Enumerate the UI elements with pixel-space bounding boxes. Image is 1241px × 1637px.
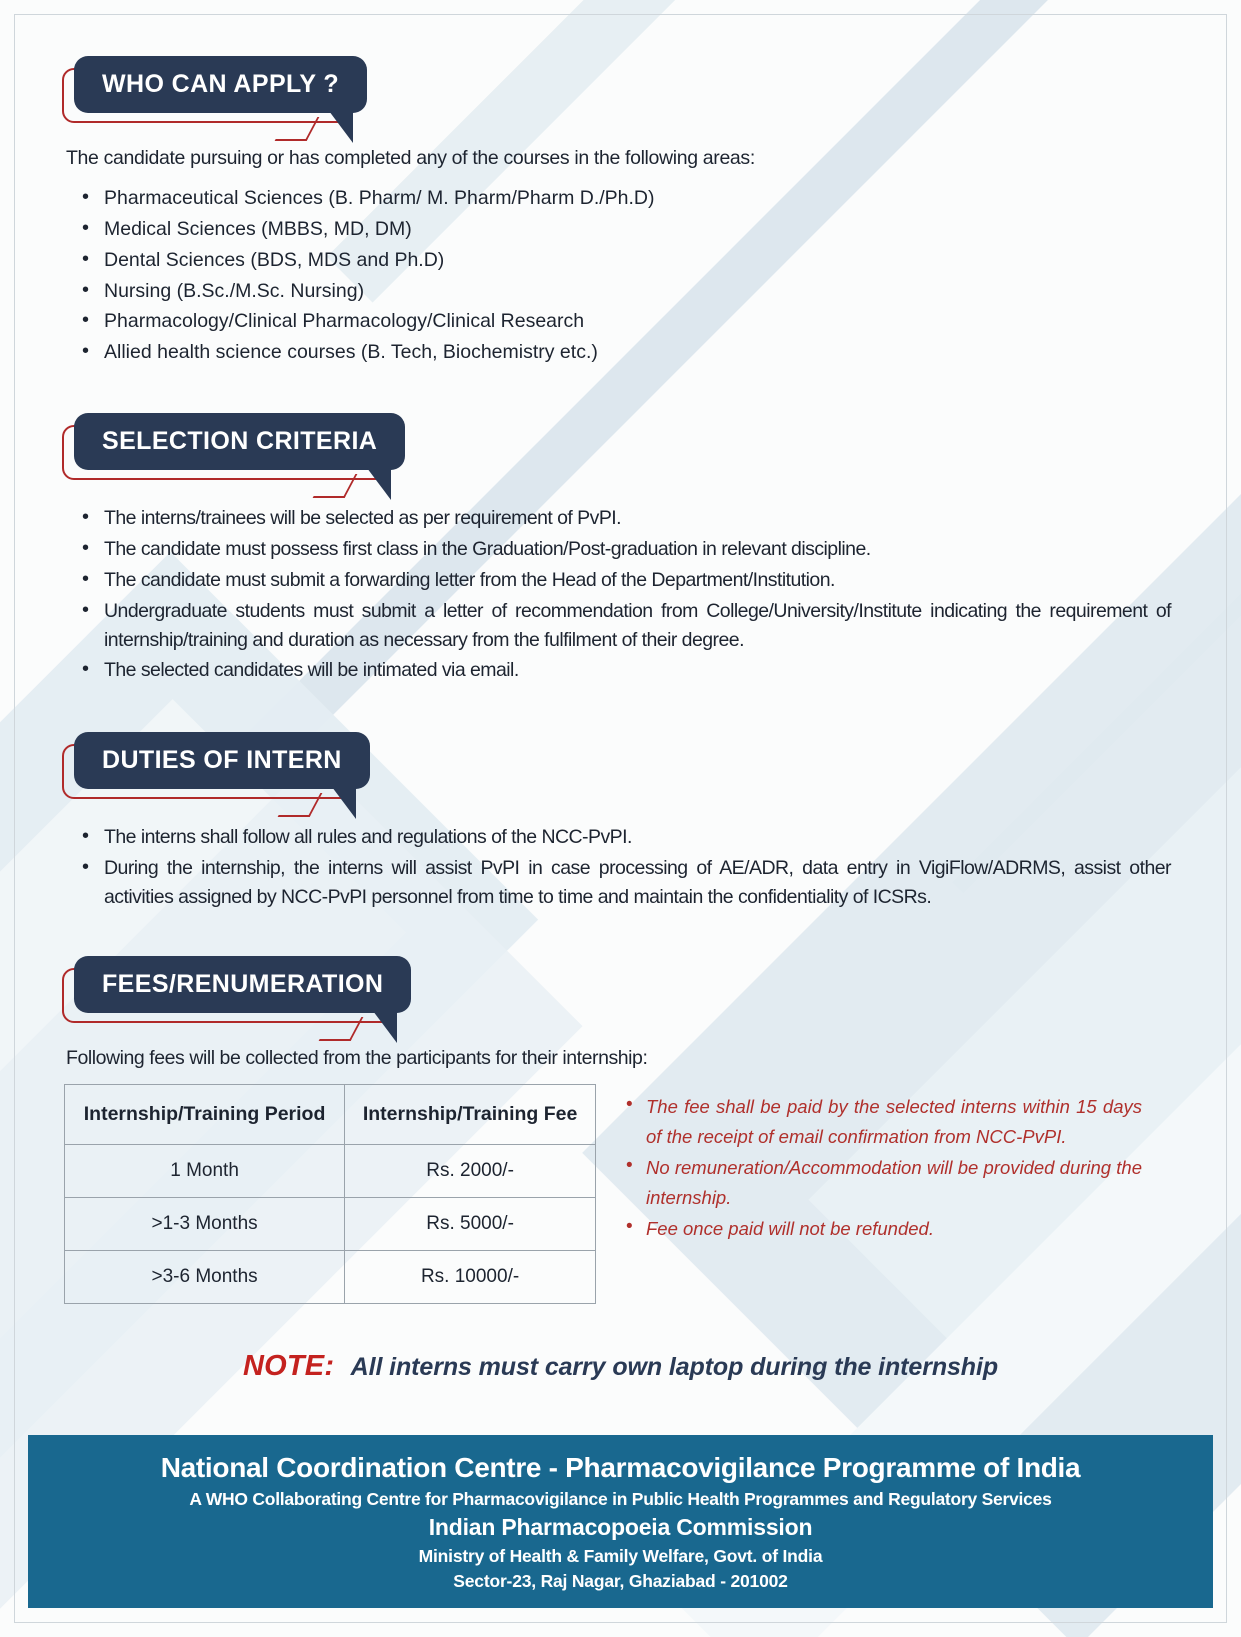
fees-notes-list	[622, 1092, 1142, 1245]
fees-table-body	[65, 1144, 596, 1303]
cell-fee: Rs. 10000/-	[345, 1250, 596, 1303]
list-item: • Allied health science courses (B. Tech, Biochemistry etc.)	[78, 338, 1177, 367]
fees-lead-text: Following fees will be collected from the participants for their internship:	[66, 1046, 648, 1069]
heading-who-label: WHO CAN APPLY ?	[74, 56, 367, 113]
footer-line-commission: Indian Pharmacopoeia Commission	[428, 1514, 813, 1541]
heading-bubble-fees	[74, 956, 411, 1013]
cell-fee: Rs. 2000/-	[345, 1144, 596, 1197]
list-item: • The selected candidates will be intimated via email.	[78, 656, 1177, 685]
footer-line-organisation: National Coordination Centre - Pharmacovigilance Programme of India	[160, 1452, 1081, 1484]
list-item: • During the internship, the interns will assist PvPI in case processing of AE/ADR, data entry in VigiFlow/ADRMS, assist other activities assigned by NCC-PvPI personnel from time to time and maintain the confidentiality of ICSRs.	[78, 854, 1177, 912]
duties-list	[64, 823, 1177, 912]
heading-bubble-selection	[74, 413, 405, 470]
heading-fees-label: FEES/RENUMERATION	[74, 956, 411, 1013]
note-line	[64, 1350, 1177, 1383]
heading-bubble-who	[74, 56, 367, 113]
table-row	[65, 1250, 596, 1303]
cell-fee: Rs. 5000/-	[345, 1197, 596, 1250]
heading-bubble-duties	[74, 732, 370, 789]
fees-table-head	[65, 1084, 596, 1144]
who-can-apply-list	[64, 184, 1177, 367]
cell-period: >3-6 Months	[65, 1250, 345, 1303]
list-item: • Medical Sciences (MBBS, MD, DM)	[78, 215, 1177, 244]
table-header-row	[65, 1084, 596, 1144]
column-header-period: Internship/Training Period	[65, 1084, 345, 1144]
who-intro-text: The candidate pursuing or has completed any of the courses in the following areas:	[66, 147, 755, 169]
section-selection-criteria	[64, 369, 1177, 685]
cell-period: 1 Month	[65, 1144, 345, 1197]
selection-criteria-list	[64, 504, 1177, 685]
list-item: • Fee once paid will not be refunded.	[622, 1214, 1142, 1244]
list-item: • No remuneration/Accommodation will be provided during the internship.	[622, 1153, 1142, 1213]
footer-line-ministry: Ministry of Health & Family Welfare, Govt. of India	[418, 1546, 823, 1566]
fees-row	[64, 1084, 1177, 1304]
list-item: • Pharmaceutical Sciences (B. Pharm/ M. Pharm/Pharm D./Ph.D)	[78, 184, 1177, 213]
section-who-can-apply	[64, 0, 1177, 367]
list-item: • Undergraduate students must submit a letter of recommendation from College/University/Institute indicating the requirement of internship/training and duration as necessary from the fulfilment of their degree.	[78, 597, 1177, 655]
table-row	[65, 1197, 596, 1250]
cell-period: >1-3 Months	[65, 1197, 345, 1250]
fees-table	[64, 1084, 596, 1304]
list-item: • The interns shall follow all rules and regulations of the NCC-PvPI.	[78, 823, 1177, 852]
note-text: All interns must carry own laptop during the internship	[350, 1352, 998, 1381]
list-item: • The fee shall be paid by the selected interns within 15 days of the receipt of email confirmation from NCC-PvPI.	[622, 1092, 1142, 1152]
footer-line-address: Sector-23, Raj Nagar, Ghaziabad - 201002	[453, 1571, 788, 1591]
list-item: • Pharmacology/Clinical Pharmacology/Clinical Research	[78, 307, 1177, 336]
note-label: NOTE:	[242, 1349, 335, 1382]
footer-banner	[28, 1435, 1213, 1608]
column-header-fee: Internship/Training Fee	[345, 1084, 596, 1144]
heading-duties-label: DUTIES OF INTERN	[74, 732, 370, 789]
list-item: • The candidate must submit a forwarding letter from the Head of the Department/Institution.	[78, 566, 1177, 595]
section-duties-of-intern	[64, 687, 1177, 912]
list-item: • The interns/trainees will be selected as per requirement of PvPI.	[78, 504, 1177, 533]
table-row	[65, 1144, 596, 1197]
footer-line-who-collaborating: A WHO Collaborating Centre for Pharmacovigilance in Public Health Programmes and Regulatory Services	[189, 1489, 1052, 1510]
list-item: • The candidate must possess first class in the Graduation/Post-graduation in relevant discipline.	[78, 535, 1177, 564]
heading-selection-label: SELECTION CRITERIA	[74, 413, 405, 470]
section-fees-renumeration	[64, 914, 1177, 1304]
list-item: • Nursing (B.Sc./M.Sc. Nursing)	[78, 277, 1177, 306]
list-item: • Dental Sciences (BDS, MDS and Ph.D)	[78, 246, 1177, 275]
